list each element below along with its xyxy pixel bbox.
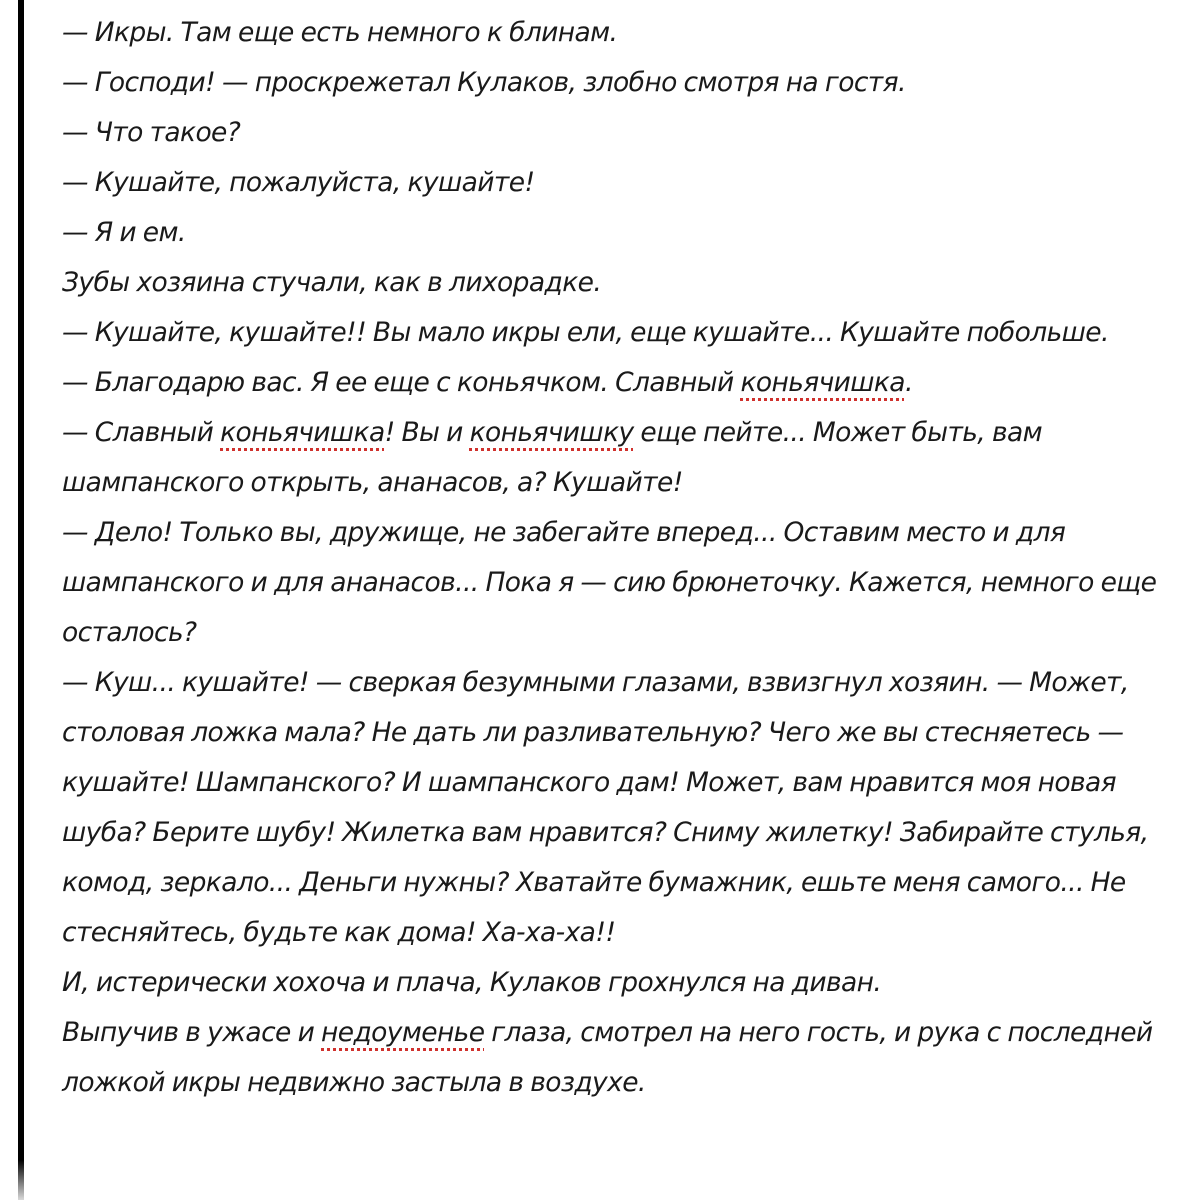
blockquote-text bbox=[62, 8, 1174, 1108]
paragraph bbox=[62, 1008, 1174, 1108]
paragraph bbox=[62, 108, 1174, 158]
spellcheck-word: недоуменье bbox=[321, 1017, 485, 1048]
paragraph bbox=[62, 508, 1174, 658]
paragraph bbox=[62, 258, 1174, 308]
paragraph-text: — Икры. Там еще есть немного к блинам. bbox=[62, 17, 618, 48]
paragraph-text: И, истерически хохоча и плача, Кулаков грохнулся на диван. bbox=[62, 967, 882, 998]
paragraph-text: Зубы хозяина стучали, как в лихорадке. bbox=[62, 267, 602, 298]
paragraph-text: — Благодарю вас. Я ее еще с коньячком. Славный bbox=[62, 367, 741, 398]
paragraph bbox=[62, 658, 1174, 958]
spellcheck-word: коньячишку bbox=[469, 417, 634, 448]
bottom-fade bbox=[0, 1160, 1189, 1200]
paragraph-text: Выпучив в ужасе и bbox=[62, 1017, 322, 1048]
paragraph bbox=[62, 358, 1174, 408]
spellcheck-word: коньячишка bbox=[220, 417, 385, 448]
paragraph-text: глаза, смотрел на него гость, и рука с последней ложкой икры недвижно застыла в воздухе. bbox=[62, 1017, 1153, 1098]
paragraph bbox=[62, 8, 1174, 58]
paragraph-text: — Славный bbox=[62, 417, 221, 448]
paragraph-text: — Дело! Только вы, дружище, не забегайте вперед... Оставим место и для шампанского и для ананасов... Пока я — сию брюнеточку. Кажется, немного еще осталось? bbox=[62, 517, 1157, 648]
paragraph-text: еще пейте... Может быть, вам шампанского открыть, ананасов, а? Кушайте! bbox=[62, 417, 1042, 498]
paragraph-text: — Что такое? bbox=[62, 117, 241, 148]
paragraph bbox=[62, 208, 1174, 258]
blockquote-bar bbox=[18, 0, 24, 1200]
paragraph bbox=[62, 958, 1174, 1008]
paragraph bbox=[62, 408, 1174, 508]
paragraph-text: — Кушайте, кушайте!! Вы мало икры ели, еще кушайте... Кушайте побольше. bbox=[62, 317, 1109, 348]
paragraph bbox=[62, 58, 1174, 108]
spellcheck-word: коньячишка bbox=[740, 367, 905, 398]
paragraph bbox=[62, 308, 1174, 358]
paragraph-text: — Господи! — проскрежетал Кулаков, злобно смотря на гостя. bbox=[62, 67, 906, 98]
paragraph bbox=[62, 158, 1174, 208]
paragraph-text: — Куш... кушайте! — сверкая безумными глазами, взвизгнул хозяин. — Может, столовая ложка мала? Не дать ли разливательную? Чего же вы стесняетесь — кушайте! Шампанского? И шампанского дам! Может, вам нравится моя новая шуба? Берите шубу! Жилетка вам нравится? Сниму жилетку! Забирайте стулья, комод, зеркало... Деньги нужны? Хватайте бумажник, ешьте меня самого... Не стесняйтесь, будьте как дома! Ха-ха-ха!! bbox=[62, 667, 1149, 948]
paragraph-text: — Я и ем. bbox=[62, 217, 186, 248]
paragraph-text: — Кушайте, пожалуйста, кушайте! bbox=[62, 167, 535, 198]
paragraph-text: . bbox=[904, 367, 913, 398]
paragraph-text: ! Вы и bbox=[384, 417, 470, 448]
